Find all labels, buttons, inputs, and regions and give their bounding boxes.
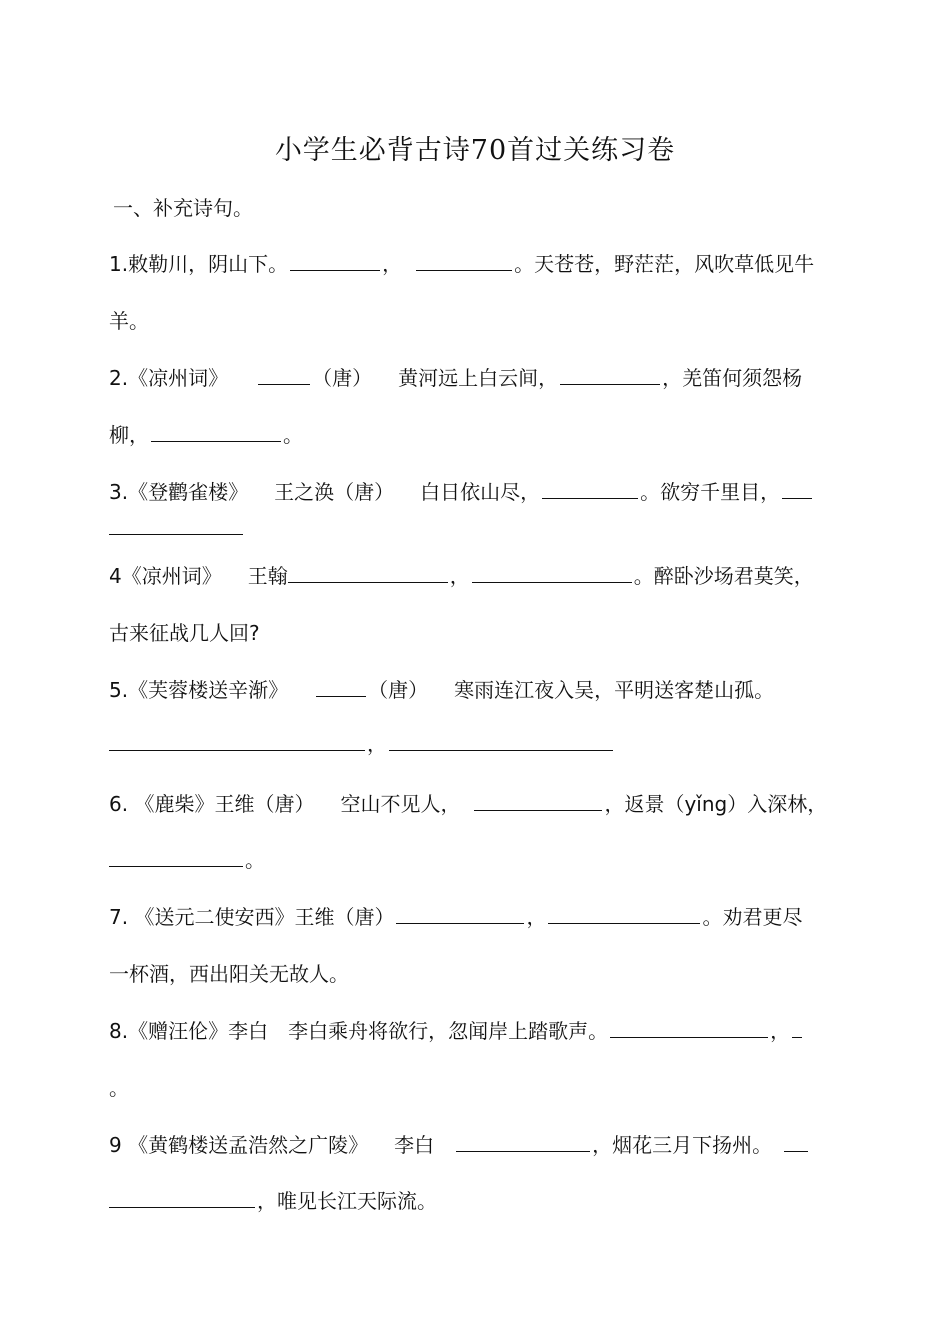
- answer-blank[interactable]: [288, 562, 448, 583]
- answer-blank[interactable]: [610, 1017, 768, 1038]
- question-2-line-2: 柳， 。: [109, 423, 303, 447]
- question-3-line-1: 3.《登鹳雀楼》 王之涣（唐） 白日依山尽， 。欲穷千里目，: [109, 478, 814, 506]
- question-9-line-2: ，唯见长江天际流。: [109, 1187, 437, 1215]
- answer-blank[interactable]: [542, 478, 638, 499]
- answer-blank[interactable]: [109, 1187, 255, 1208]
- answer-blank[interactable]: [792, 1017, 802, 1038]
- question-4-line-1: 4《凉州词》 王翰 ， 。醉卧沙场君莫笑，: [109, 564, 814, 588]
- question-5-line-2: ，: [109, 730, 615, 758]
- answer-blank[interactable]: [456, 1131, 590, 1152]
- answer-blank[interactable]: [290, 250, 380, 271]
- answer-blank[interactable]: [258, 364, 310, 385]
- question-8-line-1: 8.《赠汪伦》李白 李白乘舟将欲行，忽闻岸上踏歌声。 ，: [109, 1017, 804, 1045]
- answer-blank[interactable]: [109, 514, 243, 535]
- answer-blank[interactable]: [474, 790, 602, 811]
- question-5-line-1: 5.《芙蓉楼送辛渐》 （唐） 寒雨连江夜入吴，平明送客楚山孤。: [109, 678, 775, 702]
- page-title: 小学生必背古诗70首过关练习卷: [274, 135, 676, 166]
- answer-blank[interactable]: [416, 250, 512, 271]
- question-1-line-2: 羊。: [109, 309, 149, 333]
- answer-blank[interactable]: [389, 730, 613, 751]
- answer-blank[interactable]: [782, 478, 812, 499]
- question-6-line-2: 。: [109, 846, 265, 874]
- question-7-line-1: 7. 《送元二使安西》王维（唐） ， 。劝君更尽: [109, 905, 803, 929]
- question-3-line-2: [109, 514, 245, 542]
- answer-blank[interactable]: [109, 730, 365, 751]
- question-6-line-1: 6. 《鹿柴》王维（唐） 空山不见人， ，返景（yǐng）入深林，: [109, 792, 828, 816]
- section-heading: 一、补充诗句。: [113, 196, 253, 220]
- answer-blank[interactable]: [151, 421, 281, 442]
- question-8-line-2: 。: [109, 1076, 129, 1100]
- question-9-line-1: 9 《黄鹤楼送孟浩然之广陵》 李白 ，烟花三月下扬州。: [109, 1131, 810, 1159]
- answer-blank[interactable]: [396, 903, 524, 924]
- answer-blank[interactable]: [109, 846, 243, 867]
- answer-blank[interactable]: [548, 903, 700, 924]
- answer-blank[interactable]: [784, 1131, 808, 1152]
- question-2-line-1: 2.《凉州词》 （唐） 黄河远上白云间， ，羌笛何须怨杨: [109, 366, 803, 390]
- answer-blank[interactable]: [472, 562, 632, 583]
- answer-blank[interactable]: [560, 364, 660, 385]
- question-4-line-2: 古来征战几人回?: [109, 621, 260, 645]
- answer-blank[interactable]: [316, 676, 366, 697]
- question-1-line-1: 1.敕勒川，阴山下。 ， 。天苍苍，野茫茫，风吹草低见牛: [109, 252, 815, 276]
- question-7-line-2: 一杯酒，西出阳关无故人。: [109, 962, 349, 986]
